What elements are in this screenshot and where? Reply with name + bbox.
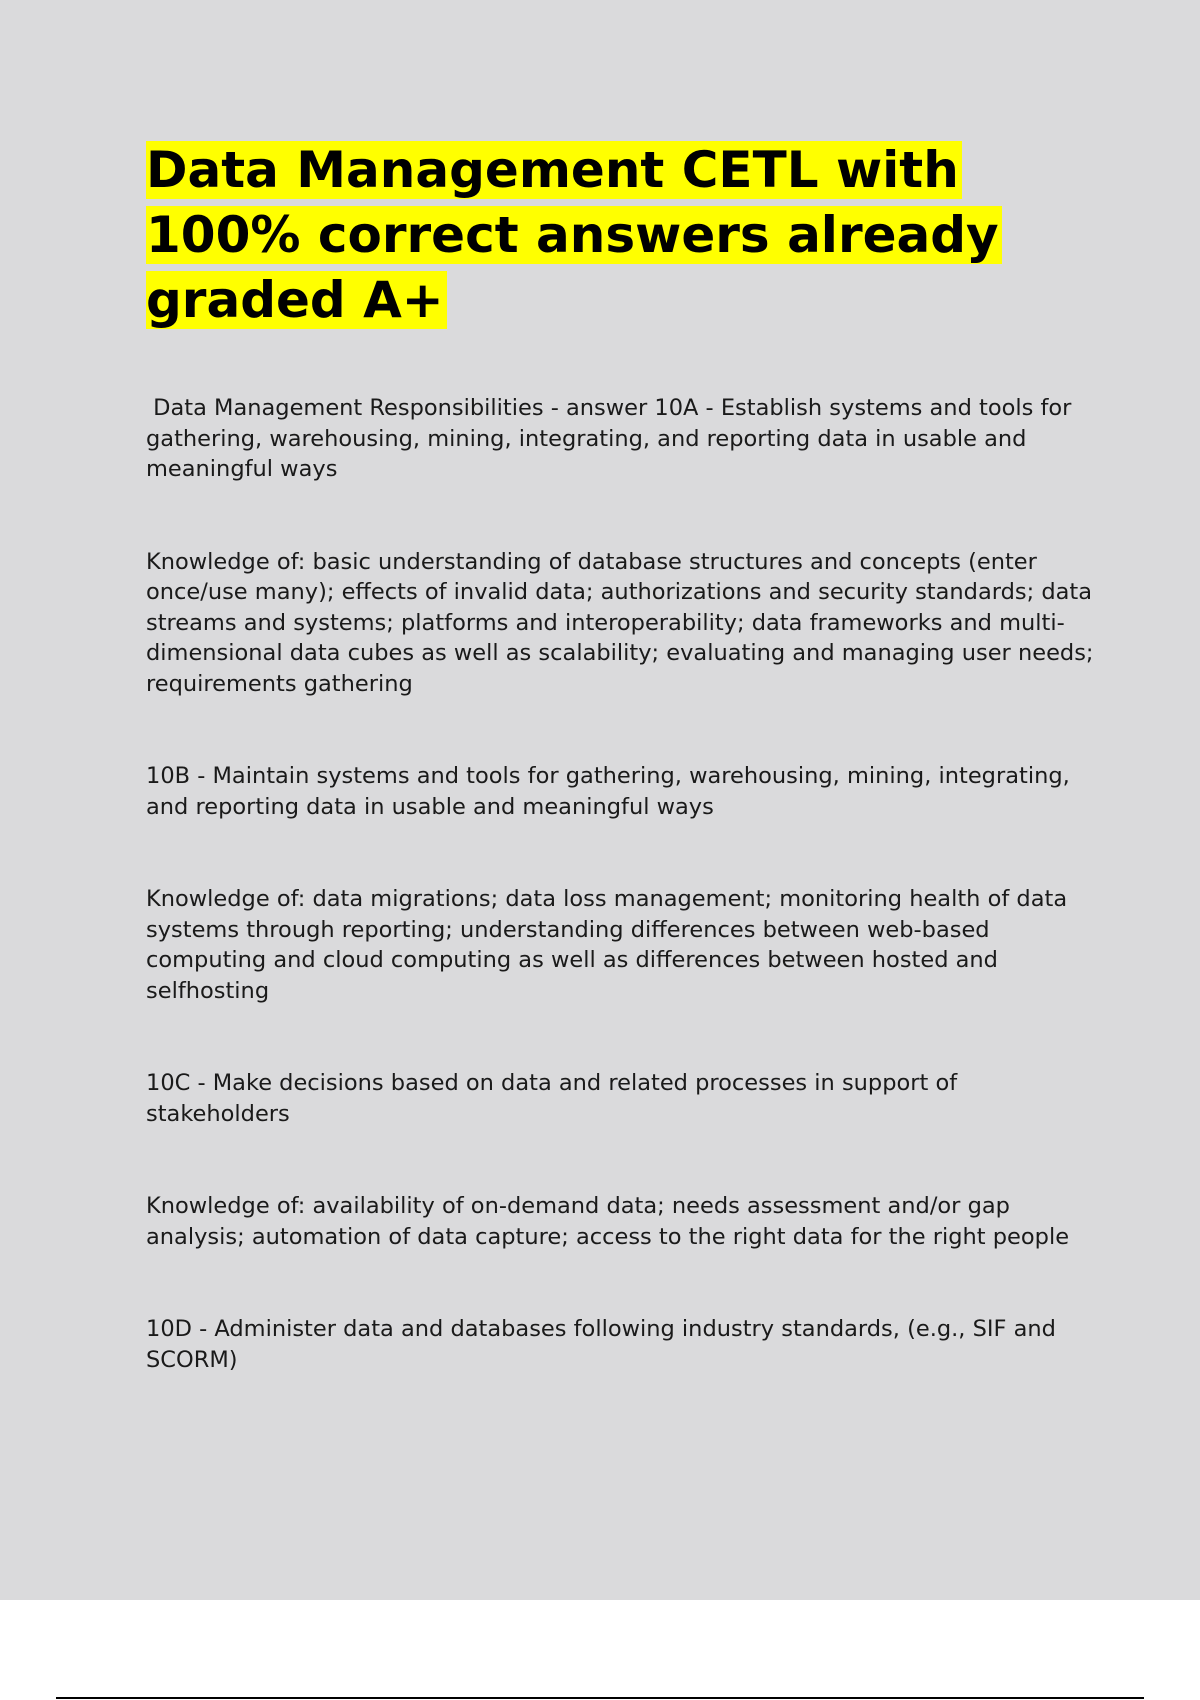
paragraph-10b: 10B - Maintain systems and tools for gathering, warehousing, mining, integrating, and reporting data in usable and meaningful ways: [146, 763, 1077, 820]
paragraph-10c-knowledge: Knowledge of: availability of on-demand data; needs assessment and/or gap analysis; automation of data capture; access to the right data for the right people: [146, 1193, 1070, 1250]
paragraph-list: [146, 393, 1101, 1375]
document-body: [146, 138, 1101, 1437]
document-title: [146, 138, 1096, 333]
paragraph-10c: 10C - Make decisions based on data and related processes in support of stakeholders: [146, 1070, 965, 1127]
title-highlight: Data Management CETL with 100% correct answers already graded A+: [146, 141, 1002, 329]
paragraph-10d: 10D - Administer data and databases following industry standards, (e.g., SIF and SCORM): [146, 1316, 1064, 1373]
paragraph-10a: Data Management Responsibilities - answer 10A - Establish systems and tools for gathering, warehousing, mining, integrating, and reporting data in usable and meaningful ways: [146, 395, 1079, 482]
footer-divider: [56, 1697, 1144, 1699]
paragraph-10a-knowledge: Knowledge of: basic understanding of database structures and concepts (enter once/use many); effects of invalid data; authorizations and security standards; data streams and systems; platforms and interoperability; data frameworks and multi-dimensional data cubes as well as scalability; evaluating and managing user needs; requirements gathering: [146, 548, 1101, 697]
paragraph-10b-knowledge: Knowledge of: data migrations; data loss management; monitoring health of data systems through reporting; understanding differences between web-based computing and cloud computing as well as differences between hosted and selfhosting: [146, 886, 1075, 1004]
